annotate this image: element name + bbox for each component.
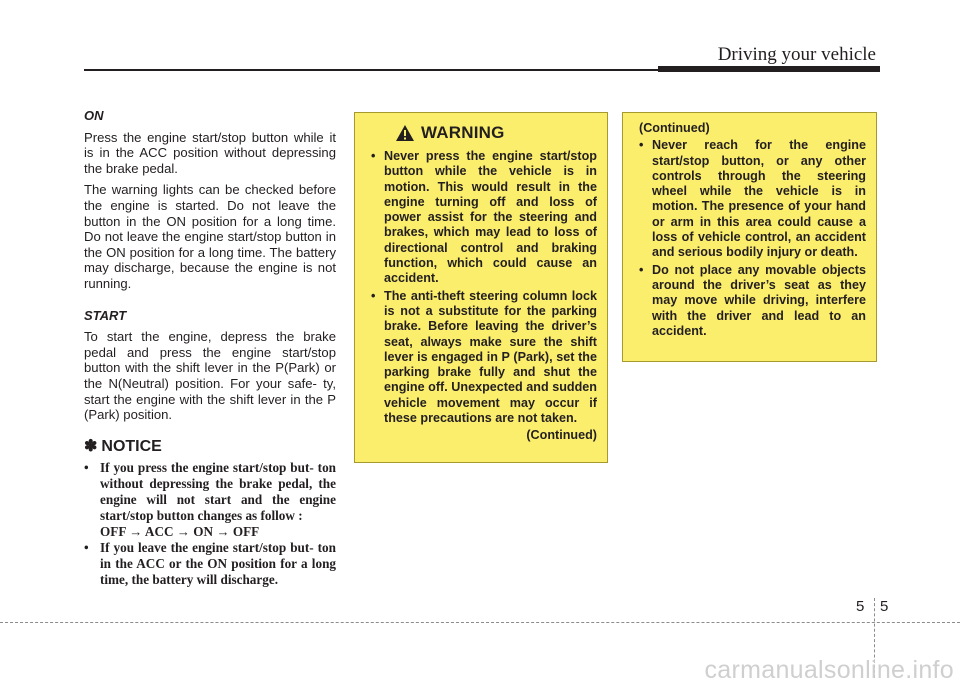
on-paragraph-2: The warning lights can be checked before the engine is started. Do not leave the button in the ON position for a long time. Do not leave the engine start/stop button in the ON position for a long time. The battery may discharge, because the engine is not running.: [84, 182, 336, 291]
continued-warning-box: [622, 112, 877, 362]
continued-label: (Continued): [639, 121, 710, 135]
warning-list: [365, 149, 597, 426]
notice-heading: [84, 439, 336, 455]
chapter-number: 5: [856, 598, 865, 615]
on-paragraph-1: Press the engine start/stop button while it is in the ACC position without depressing the brake pedal.: [84, 129, 336, 176]
warning-title-row: [395, 123, 597, 143]
start-paragraph: To start the engine, depress the brake pedal and press the engine start/stop button with the shift lever in the P(Park) or the N(Neutral) position. For your safe- ty, start the engine with the shift lever in the P (Park) position.: [84, 329, 336, 423]
warning-item: • Never press the engine start/stop button while the vehicle is in motion. This would result in the engine turning off and loss of power assist for the steering and brakes, which may lead to loss of directional control and braking function, which could cause an accident.: [365, 149, 597, 287]
left-column: [84, 108, 336, 588]
warning-item: • Do not place any movable objects around the driver’s seat as they may move while driving, interfere with the driver and lead to an accident.: [633, 263, 866, 339]
notice-item-sequence: OFF → ACC → ON → OFF: [100, 524, 260, 540]
notice-title: NOTICE: [101, 437, 162, 455]
notice-item-text: If you leave the engine start/stop but- ton in the ACC or the ON position for a long time, the battery will discharge.: [100, 540, 336, 588]
warning-item: • The anti-theft steering column lock is not a substitute for the parking brake. Before leaving the driver’s seat, always make sure the shift lever is engaged in P (Park), set the parking brake fully and shut the engine off. Unexpected and sudden vehicle movement may occur if these precautions are not taken.: [365, 289, 597, 427]
notice-list: [84, 460, 336, 588]
warning-box: [354, 112, 608, 463]
continued-warning-list: [633, 138, 866, 339]
header-rule-accent: [658, 66, 880, 72]
footer-rule: [0, 622, 960, 623]
warning-title: WARNING: [421, 123, 505, 142]
start-heading: START: [84, 307, 127, 323]
notice-item: [84, 460, 336, 540]
section-title: Driving your vehicle: [717, 44, 876, 65]
page-number: 5: [880, 598, 889, 615]
continued-label: (Continued): [526, 428, 597, 443]
notice-star-icon: ✽: [84, 437, 98, 455]
watermark: carmanualsonline.info: [704, 656, 954, 684]
notice-item-text: If you press the engine start/stop but- ton without depressing the brake pedal, the engine will not start and the engine start/stop button changes as follow :: [100, 460, 336, 524]
warning-item: • Never reach for the engine start/stop button, or any other controls through the steering wheel while the vehicle is in motion. The presence of your hand or arm in this area could cause a loss of vehicle control, an accident and serious bodily injury or death.: [633, 138, 866, 260]
on-heading: ON: [84, 108, 104, 123]
warning-triangle-icon: [395, 124, 415, 142]
notice-item: [84, 540, 336, 588]
